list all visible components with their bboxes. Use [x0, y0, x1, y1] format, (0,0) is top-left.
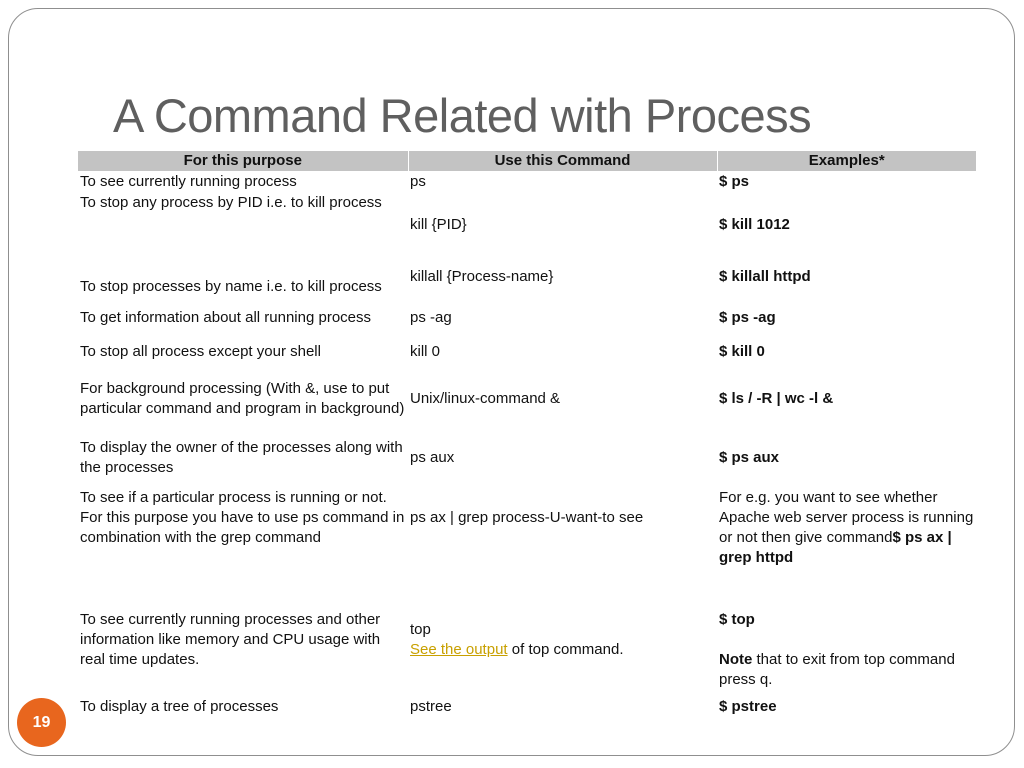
header-purpose: For this purpose	[78, 151, 408, 171]
example-cell: $ ps -ag	[719, 309, 776, 326]
purpose-cell: To stop all process except your shell	[80, 342, 321, 360]
purpose-cell: To get information about all running process	[80, 309, 372, 326]
command-cell	[408, 610, 717, 696]
purpose-cell: To display a tree of processes	[80, 698, 279, 715]
example-cell: $ kill 0	[719, 342, 765, 360]
example-cell: $ pstree	[719, 698, 777, 715]
purpose-cell: To display the owner of the processes along with the processes	[80, 439, 403, 476]
see-output-link[interactable]: See the output	[410, 641, 508, 658]
command-cell: ps aux	[410, 449, 455, 466]
example-cell	[717, 482, 976, 610]
command-cell: kill 0	[410, 342, 441, 360]
link-suffix-text: of top command.	[507, 641, 624, 658]
page-number-badge: 19	[17, 698, 66, 747]
example-command: $ ps ax | grep httpd	[719, 529, 952, 566]
command-cell: ps -ag	[410, 309, 452, 326]
table-row	[78, 193, 976, 237]
table-row	[78, 610, 976, 696]
table-header-row	[78, 151, 976, 171]
table-row	[78, 482, 976, 610]
command-cell: ps	[410, 173, 426, 190]
table-row	[78, 171, 976, 193]
note-text: that to exit from top command press q.	[719, 651, 955, 688]
header-examples: Examples*	[717, 151, 976, 171]
purpose-cell: To see currently running processes and other information like memory and CPU usage with real time updates.	[80, 611, 381, 668]
command-cell: ps ax | grep process-U-want-to see	[410, 509, 644, 526]
example-cell: $ ps	[719, 173, 750, 190]
table-row	[78, 237, 976, 297]
purpose-cell: To see if a particular process is running or not. For this purpose you have to use ps command in combination with the grep command	[80, 489, 405, 546]
example-cell: $ ps aux	[719, 449, 780, 466]
table-row	[78, 364, 976, 434]
command-cell: pstree	[410, 698, 452, 715]
purpose-cell: For background processing (With &, use to put particular command and program in background)	[80, 380, 405, 417]
example-intro-text: For e.g. you want to see whether Apache web server process is running or not then give command	[719, 489, 974, 546]
command-cell: killall {Process-name}	[410, 268, 554, 285]
purpose-cell: To stop any process by PID i.e. to kill process	[80, 194, 382, 211]
table-row	[78, 339, 976, 364]
example-cell: $ ls / -R | wc -l &	[719, 390, 834, 407]
example-cell	[717, 610, 976, 696]
purpose-cell: To see currently running process	[80, 173, 297, 190]
header-command: Use this Command	[408, 151, 717, 171]
command-cell: kill {PID}	[410, 216, 467, 233]
command-cell: Unix/linux-command &	[410, 390, 561, 407]
table-row	[78, 297, 976, 339]
slide-title: A Command Related with Process	[113, 89, 812, 142]
note-label: Note	[719, 651, 753, 668]
purpose-cell: To stop processes by name i.e. to kill process	[80, 278, 382, 295]
process-commands-table	[78, 151, 976, 718]
table-row	[78, 434, 976, 482]
example-command: $ top	[719, 611, 755, 628]
example-cell: $ killall httpd	[719, 268, 811, 285]
table-row	[78, 696, 976, 718]
example-cell: $ kill 1012	[719, 216, 790, 233]
command-text: top	[410, 621, 431, 638]
note	[719, 650, 974, 690]
